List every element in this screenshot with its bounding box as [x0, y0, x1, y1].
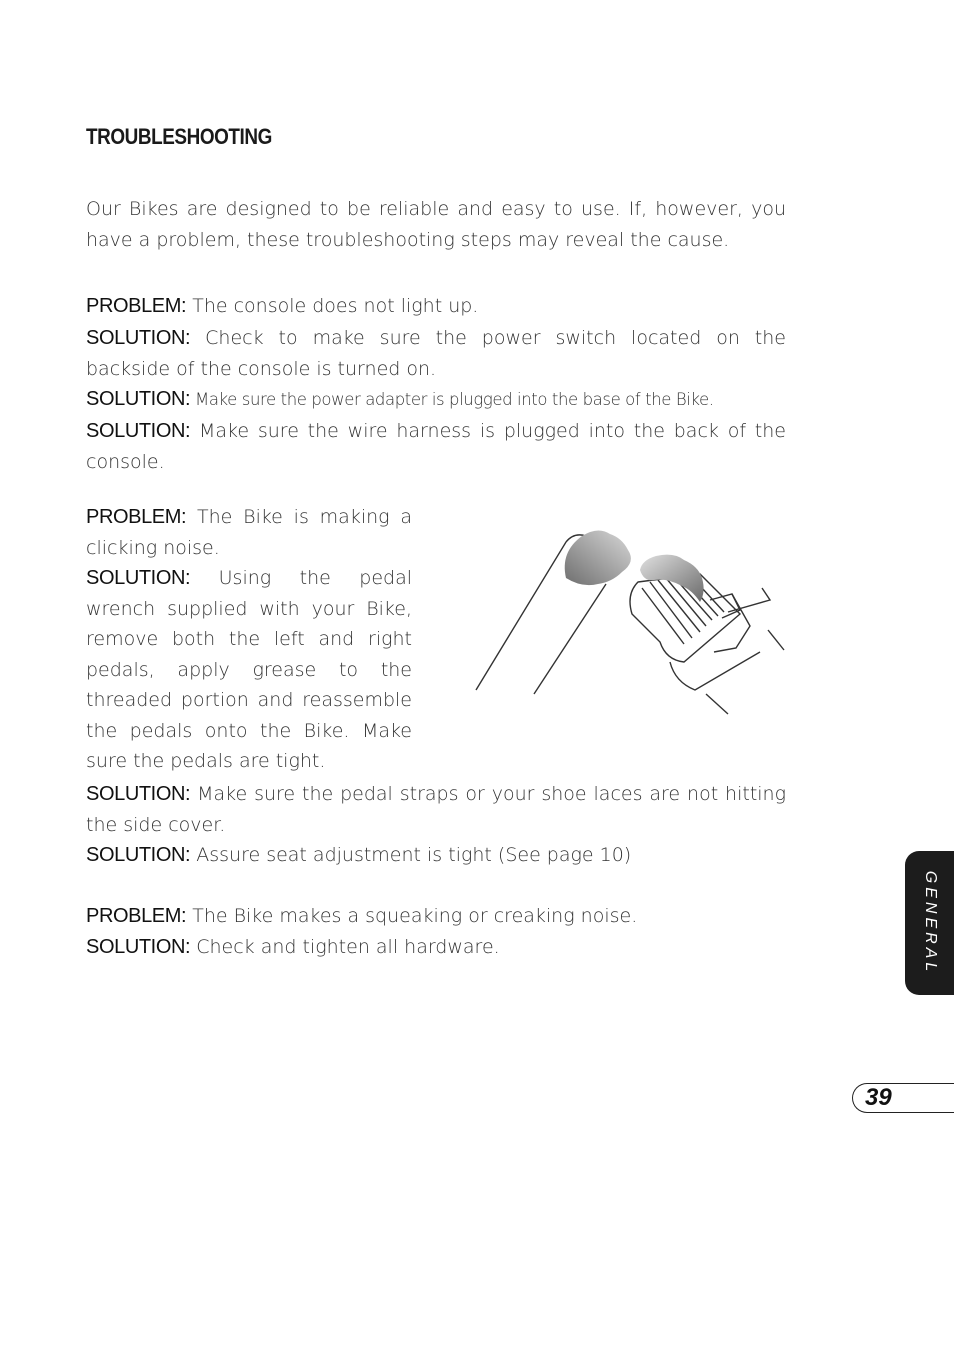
pedal-grease-illustration	[470, 522, 790, 717]
problem-label: PROBLEM:	[86, 905, 187, 927]
section1-solution1	[86, 323, 786, 384]
solution-text: Assure seat adjustment is tight (See page 10)	[190, 844, 632, 866]
section1-problem	[86, 291, 786, 322]
section-tab	[905, 851, 954, 995]
solution-text: Check to make sure the power switch located on the backside of the console is turned on.	[86, 327, 786, 380]
section2-solution3	[86, 840, 786, 871]
page-number-badge	[852, 1083, 954, 1113]
section-tab-label: GENERAL	[921, 870, 939, 976]
intro-paragraph: Our Bikes are designed to be reliable and easy to use. If, however, you have a problem, these troubleshooting steps may reveal the cause.	[86, 198, 786, 251]
solution-label: SOLUTION:	[86, 844, 191, 866]
solution-text: Make sure the power adapter is plugged into the base of the Bike.	[190, 390, 714, 409]
problem-label: PROBLEM:	[86, 295, 187, 317]
problem-text: The console does not light up.	[186, 295, 479, 317]
solution-text: Using the pedal wrench supplied with your Bike, remove both the left and right pedals, apply grease to the threaded portion and reassemble the pedals onto the Bike. Make sure the pedals are tight.	[86, 567, 412, 772]
section3-problem	[86, 901, 786, 932]
problem-label: PROBLEM:	[86, 506, 187, 528]
solution-label: SOLUTION:	[86, 936, 191, 958]
section2-solution1	[86, 563, 412, 777]
solution-text: Make sure the pedal straps or your shoe laces are not hitting the side cover.	[86, 783, 786, 836]
section1-solution3	[86, 416, 786, 477]
page-number: 39	[865, 1084, 892, 1111]
section3-solution1	[86, 932, 786, 963]
section2-solution2	[86, 779, 786, 840]
solution-text: Check and tighten all hardware.	[190, 936, 500, 958]
solution-label: SOLUTION:	[86, 783, 191, 805]
solution-label: SOLUTION:	[86, 327, 191, 349]
solution-label: SOLUTION:	[86, 388, 191, 410]
section2-problem	[86, 502, 412, 563]
section1-solution2	[86, 384, 786, 416]
page-title: TROUBLESHOOTING	[86, 124, 272, 149]
problem-text: The Bike is making a clicking noise.	[86, 506, 412, 559]
problem-text: The Bike makes a squeaking or creaking noise.	[186, 905, 638, 927]
solution-label: SOLUTION:	[86, 420, 191, 442]
solution-label: SOLUTION:	[86, 567, 191, 589]
solution-text: Make sure the wire harness is plugged into the back of the console.	[86, 420, 786, 473]
